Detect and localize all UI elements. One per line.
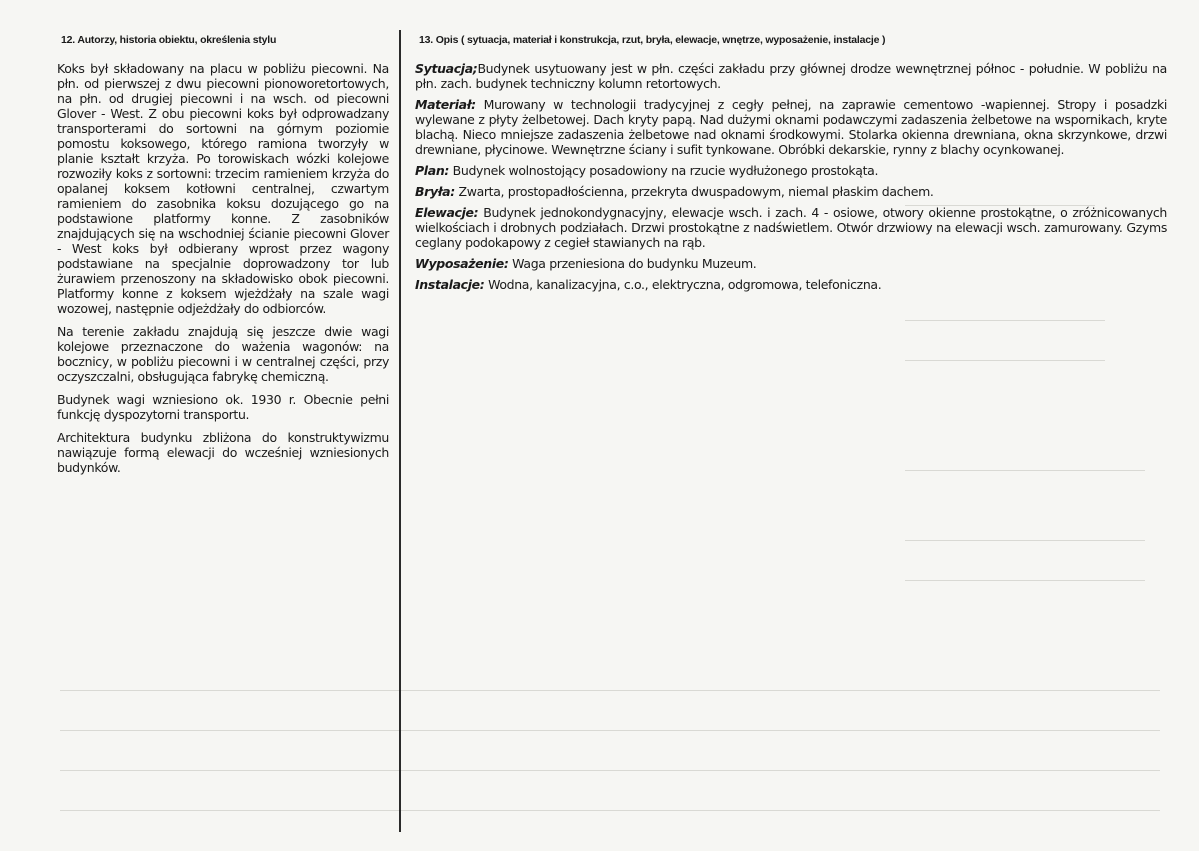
section-12-heading: 12. Autorzy, historia obiektu, określenia stylu bbox=[61, 34, 277, 46]
description-elevations bbox=[415, 205, 1167, 250]
installations-text: Wodna, kanalizacyjna, c.o., elektryczna, odgromowa, telefoniczna. bbox=[484, 277, 882, 292]
bleed-through-line bbox=[905, 580, 1145, 581]
bleed-through-line bbox=[905, 360, 1105, 361]
section-13-heading: 13. Opis ( sytuacja, materiał i konstrukcja, rzut, bryła, elewacje, wnętrze, wyposażenie, instalacje ) bbox=[419, 34, 886, 46]
bleed-through-line bbox=[60, 770, 1160, 771]
history-paragraph-3: Budynek wagi wzniesiono ok. 1930 r. Obecnie pełni funkcję dyspozytorni transportu. bbox=[57, 392, 389, 422]
plan-label: Plan: bbox=[415, 163, 450, 178]
massing-text: Zwarta, prostopadłościenna, przekryta dwuspadowym, niemal płaskim dachem. bbox=[454, 184, 934, 199]
history-paragraph-2: Na terenie zakładu znajdują się jeszcze dwie wagi kolejowe przeznaczone do ważenia wagonów: na bocznicy, w pobliżu piecowni i w centralnej części, przy oczyszczalni, obsługująca fabrykę chemiczną. bbox=[57, 324, 389, 384]
equipment-text: Waga przeniesiona do budynku Muzeum. bbox=[508, 256, 757, 271]
massing-label: Bryła: bbox=[415, 184, 455, 199]
description-massing bbox=[415, 184, 1167, 199]
material-label: Materiał: bbox=[415, 97, 476, 112]
situation-text: Budynek usytuowany jest w płn. części zakładu przy głównej drodze wewnętrznej północ - południe. W pobliżu na płn. zach. budynek techniczny kolumn retortowych. bbox=[415, 61, 1167, 91]
bleed-through-line bbox=[905, 320, 1105, 321]
installations-label: Instalacje: bbox=[415, 277, 485, 292]
description-plan bbox=[415, 163, 1167, 178]
bleed-through-line bbox=[905, 470, 1145, 471]
bleed-through-line bbox=[905, 540, 1145, 541]
history-paragraph-4: Architektura budynku zbliżona do konstruktywizmu nawiązuje formą elewacji do wcześniej wzniesionych budynków. bbox=[57, 430, 389, 475]
description-equipment bbox=[415, 256, 1167, 271]
material-text: Murowany w technologii tradycyjnej z cegły pełnej, na zaprawie cementowo -wapiennej. Stropy i posadzki wylewane z płyty żelbetowej. Dach kryty papą. Nad dużymi oknami podawczymi zadaszenia żelbetowe na wspornikach, kryte blachą. Nieco mniejsze zadaszenia żelbetowe nad oknami środkowymi. Stolarka okienna drewniana, okna skrzynkowe, drzwi drewniane, płycinowe. Wewnętrzne ściany i sufit tynkowane. Obróbki dekarskie, rynny z blachy ocynkowanej. bbox=[415, 97, 1167, 157]
bleed-through-line bbox=[60, 690, 1160, 691]
description-material bbox=[415, 97, 1167, 157]
equipment-label: Wyposażenie: bbox=[415, 256, 509, 271]
bleed-through-line bbox=[60, 730, 1160, 731]
description-situation bbox=[415, 61, 1167, 91]
description-installations bbox=[415, 277, 1167, 292]
plan-text: Budynek wolnostojący posadowiony na rzucie wydłużonego prostokąta. bbox=[449, 163, 879, 178]
right-column bbox=[415, 32, 1167, 298]
elevations-text: Budynek jednokondygnacyjny, elewacje wsch. i zach. 4 - osiowe, otwory okienne prostokątne, o zróżnicowanych wielkościach i drobnych podziałach. Drzwi prostokątne z nadświetlem. Otwór drzwiowy na elewacji wsch. zamurowany. Gzyms ceglany podokapowy z cegieł stawianych na rąb. bbox=[415, 205, 1167, 250]
situation-label: Sytuacja; bbox=[415, 61, 478, 76]
column-divider bbox=[399, 30, 401, 832]
elevations-label: Elewacje: bbox=[415, 205, 479, 220]
bleed-through-line bbox=[60, 810, 1160, 811]
history-paragraph-1: Koks był składowany na placu w pobliżu piecowni. Na płn. od pierwszej z dwu piecowni pionoworetortowych, na płn. od drugiej piecowni i na wsch. od piecowni Glover - West. Z obu piecowni koks był odprowadzany transporterami do sortowni na górnym poziomie pomostu koksowego, którego ramiona tworzyły w planie kształt krzyża. Po torowiskach wózki kolejowe rozwoziły koks z sortowni: trzecim ramieniem krzyża do opalanej koksem kotłowni centralnej, czwartym ramieniem do zasobnika koksu dozującego go na podstawione platformy konne. Z zasobników znajdujących się na wschodniej ścianie piecowni Glover - West koks był odbierany wprost przez wagony podstawiane na specjalnie doprowadzony tor lub żurawiem przenoszony na składowisko obok piecowni. Platformy konne z koksem wjeżdżały na szale wagi wozowej, następnie odjeżdżały do odbiorców. bbox=[57, 61, 389, 316]
left-column bbox=[57, 32, 389, 483]
